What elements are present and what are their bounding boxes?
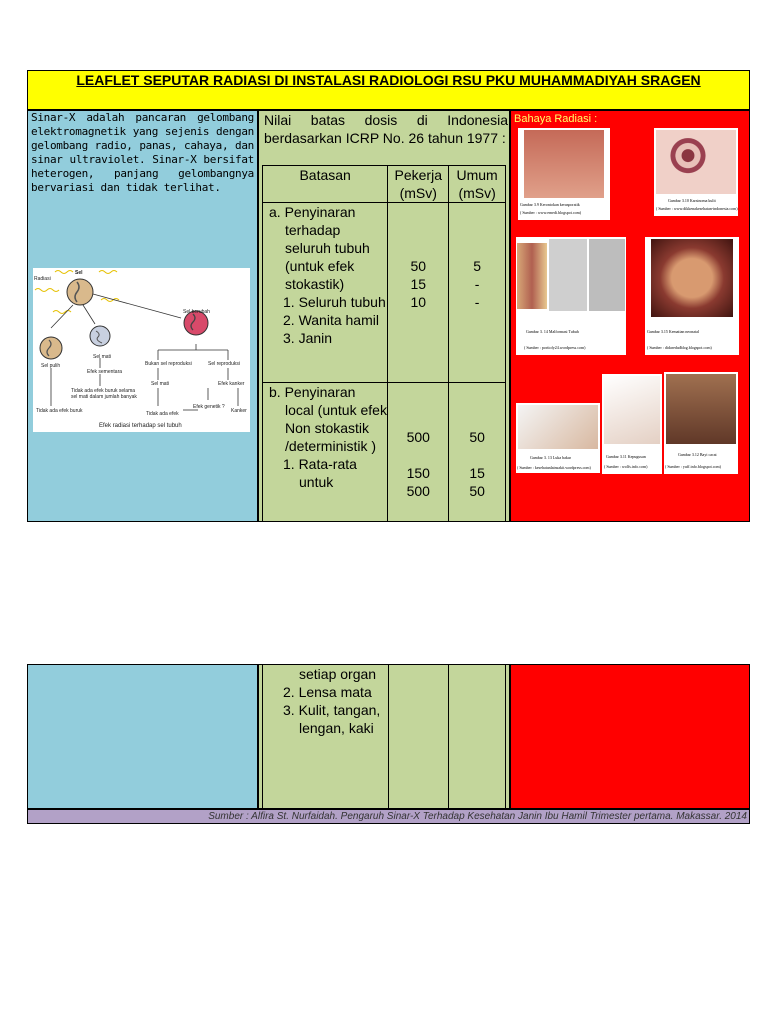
row-a-umum	[449, 203, 506, 383]
diagram-label-tidak-ada-efek: Tidak ada efek	[146, 411, 179, 417]
diagram-label-tidak-efek-buruk: Tidak ada efek buruk	[36, 408, 83, 414]
col-header-pekerja: Pekerja (mSv)	[388, 166, 449, 203]
row-a-item-3: 3. Janin	[283, 330, 333, 346]
row-b-label: b. Penyinaran local (untuk efek Non stokastik /deterministik )	[269, 384, 387, 454]
caption-7: Gambar 3.12 Bayi cacat	[678, 452, 717, 457]
row-b-umum-2: 15	[469, 465, 485, 481]
dose-limit-table	[262, 165, 506, 522]
diagram-label-jumlah-banyak: Tidak ada efek buruk selama sel mati dalam jumlah banyak	[71, 388, 137, 400]
diagram-label-radiasi: Radiasi	[34, 276, 51, 282]
row-a-umum-3: -	[474, 294, 480, 310]
source-citation: Sumber : Alfira St. Nurfaidah. Pengaruh Sinar-X Terhadap Kesehatan Janin Ibu Hamil Trimester pertama. Makassar. 2014	[208, 811, 747, 822]
photo-card-5	[516, 403, 600, 473]
caption-2: Gambar 3.10 Karsinoma kulit	[668, 198, 716, 203]
page-title: LEAFLET SEPUTAR RADIASI DI INSTALASI RADIOLOGI RSU PKU MUHAMMADIYAH SRAGEN	[76, 72, 701, 88]
row-a-pekerja-3: 10	[410, 294, 427, 310]
caption-4: Gambar 3.15 Kematian neonatal	[647, 329, 699, 334]
row-b-pekerja-3: 500	[406, 483, 430, 499]
row-b-item-1-continued: setiap organ	[299, 666, 377, 682]
row-b-pekerja-1: 500	[406, 429, 430, 445]
row-b-umum	[449, 383, 506, 522]
row-b-item-1: 1. Rata-rata untuk	[283, 456, 357, 490]
left-panel-continued	[27, 664, 258, 809]
caption-3: Gambar 3. 14 Malformasi Tubuh	[526, 329, 579, 334]
row-a-pekerja-2: 15	[410, 276, 427, 292]
caption-1: Gambar 3.9 Kerontokan kerusporatik	[520, 202, 580, 207]
row-b-item-2: 2. Lensa mata	[283, 684, 372, 700]
diagram-label-sel-mati: Sel mati	[93, 354, 112, 360]
row-a-batasan	[263, 203, 388, 383]
neonatal-death-image	[651, 239, 733, 317]
col-header-batasan: Batasan	[263, 166, 388, 203]
dose-limit-table-continued	[262, 664, 506, 809]
diagram-label-sel-berubah: Sel berubah	[183, 309, 210, 315]
diagram-label-sel: Sel	[75, 270, 83, 276]
disabled-baby-image	[666, 374, 736, 444]
caption-5: Gambar 3. 13 Luka bakar	[530, 455, 571, 460]
caption-3-source: ( Sumber : portiofy24.wordpress.com)	[524, 345, 586, 350]
diagram-caption: Efek radiasi terhadap sel tubuh	[99, 423, 182, 429]
skin-burn-image	[524, 130, 604, 198]
row-b-umum-3: 50	[469, 483, 485, 499]
photo-card-4	[645, 237, 739, 355]
caption-4-source: ( Sumber : didaredadblog.blogspot.com)	[647, 345, 712, 350]
caption-7-source: ( Sumber : yuff.info.blogspot.com)	[665, 464, 721, 469]
diagram-label-efek-kanker: Efek kanker	[218, 381, 245, 387]
caption-5-source: ( Sumber : kesehatanlainsakit.wordpress.com)	[517, 465, 591, 470]
diagram-label-efek-genetik: Efek genetik ?	[193, 404, 225, 410]
photo-card-2	[654, 128, 738, 216]
diagram-label-bukan-reproduksi: Bukan sel reproduksi	[145, 361, 192, 367]
photo-card-6	[602, 374, 662, 474]
row-b-pekerja	[388, 383, 449, 522]
caption-2-source: ( Sumber : www.dikkenakesehatan-indonesia.com)	[656, 206, 738, 211]
row-b-umum-1: 50	[469, 429, 485, 445]
row-b-batasan	[263, 383, 388, 522]
caption-6: Gambar 3.11 Kepugusan	[606, 454, 646, 459]
row-a-item-2: 2. Wanita hamil	[283, 312, 379, 328]
burn-wound-image	[518, 405, 598, 449]
row-a-pekerja	[388, 203, 449, 383]
diagram-label-kanker: Kanker	[231, 408, 247, 414]
row-a-item-1: 1. Seluruh tubuh	[283, 294, 386, 310]
right-panel-continued	[510, 664, 750, 809]
fatigue-image	[604, 376, 660, 444]
row-a-umum-1: 5	[473, 258, 481, 274]
row-b-pekerja-2: 150	[406, 465, 430, 481]
skin-carcinoma-image	[656, 130, 736, 194]
diagram-label-sel-pulih: Sel pulih	[41, 363, 61, 369]
row-b-pekerja-continued	[388, 665, 448, 809]
row-b-item-3: 3. Kulit, tangan, lengan, kaki	[283, 702, 381, 736]
diagram-label-efek-sementara: Efek sementara	[87, 369, 123, 375]
row-a-pekerja-1: 50	[410, 258, 427, 274]
bahaya-radiasi-heading: Bahaya Radiasi :	[514, 113, 598, 125]
photo-card-7	[664, 372, 738, 474]
col-header-umum: Umum (mSv)	[449, 166, 506, 203]
malformation-image-3	[589, 239, 625, 311]
row-a-label: a. Penyinaran terhadap seluruh tubuh (untuk efek stokastik)	[269, 204, 370, 292]
dose-limit-intro: Nilai batas dosis di Indonesia berdasarkan ICRP No. 26 tahun 1977 :	[264, 112, 508, 146]
intro-text: Sinar-X adalah pancaran gelombang elektromagnetik yang sejenis dengan gelombang radio, panas, cahaya, dan sinar ultraviolet. Sinar-X bersifat heterogen, panjang gelombangnya bervariasi dan tidak terlihat.	[31, 111, 254, 194]
photo-card-3	[516, 237, 626, 355]
caption-6-source: ( Sumber : wolfs.info.com)	[604, 464, 648, 469]
photo-card-1	[518, 128, 610, 220]
row-a-umum-2: -	[474, 276, 480, 292]
malformation-image-2	[549, 239, 587, 311]
diagram-label-sel-reproduksi: Sel reproduksi	[208, 361, 240, 367]
row-b-umum-continued	[449, 665, 506, 809]
diagram-label-sel-mati-2: Sel mati	[151, 381, 170, 387]
radiation-effect-diagram	[33, 268, 250, 432]
row-b-batasan-continued	[263, 665, 389, 809]
caption-1-source: ( Sumber : www.emedi.blogspot.com)	[520, 210, 582, 215]
malformation-image-1	[517, 243, 547, 309]
